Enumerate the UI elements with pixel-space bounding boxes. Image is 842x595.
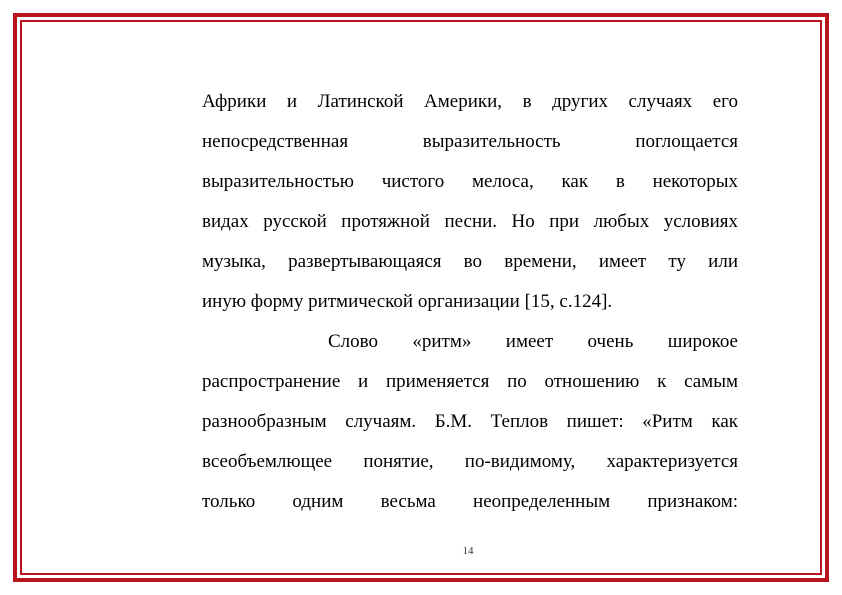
text-line-3: выразительностью чистого мелоса, как в некоторых (202, 171, 738, 192)
body-text (202, 82, 738, 522)
text-line-10: всеобъемлющее понятие, по-видимому, характеризуется (202, 451, 738, 472)
text-line-9: разнообразным случаям. Б.М. Теплов пишет: «Ритм как (202, 411, 738, 432)
text-line-11: только одним весьма неопределенным признаком: (202, 491, 738, 512)
text-line-2: непосредственная выразительность поглощается (202, 131, 738, 152)
page-number: 14 (462, 545, 474, 557)
text-line-8: распространение и применяется по отношению к самым (202, 371, 738, 392)
text-line-5: музыка, развертывающаяся во времени, имеет ту или (202, 251, 738, 272)
text-line-4: видах русской протяжной песни. Но при любых условиях (202, 211, 738, 232)
text-line-1: Африки и Латинской Америки, в других случаях его (202, 91, 738, 112)
text-line-6: иную форму ритмической организации [15, с.124]. (202, 291, 613, 312)
text-line-7: Слово «ритм» имеет очень широкое (328, 331, 738, 352)
